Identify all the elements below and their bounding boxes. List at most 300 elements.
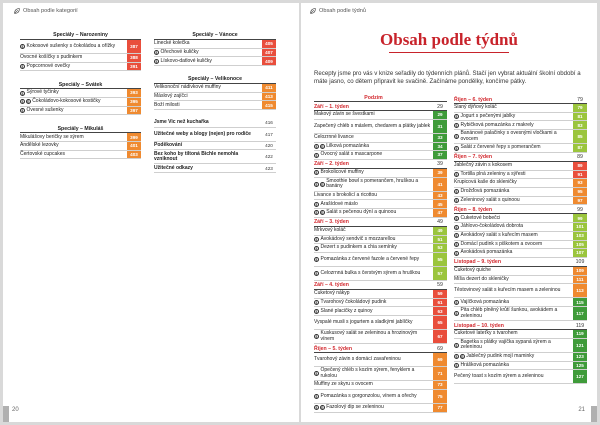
recipe-name <box>314 135 433 141</box>
recipe-row[interactable] <box>314 330 447 344</box>
recipe-title: Slaný dýňový koláč <box>454 104 497 111</box>
week-page: 79 <box>577 96 583 103</box>
recipe-icons <box>454 251 459 256</box>
week-column-1 <box>314 93 447 413</box>
recipe-page: 99 <box>573 214 587 222</box>
recipe-row[interactable] <box>454 362 587 371</box>
recipe-name <box>454 171 573 177</box>
budget-icon: $ <box>21 100 24 105</box>
category-column-1 <box>20 31 141 159</box>
recipe-name <box>314 201 433 207</box>
recipe-title: Smoothie bowl s pomerančem, hruškou a banány <box>326 177 419 190</box>
toc-row[interactable] <box>154 164 276 173</box>
recipe-row[interactable] <box>454 330 587 339</box>
recipe-icons <box>154 59 159 64</box>
recipe-icons <box>314 257 319 262</box>
recipe-page: 109 <box>573 267 587 275</box>
recipe-icons <box>154 50 159 55</box>
recipe-page: 81 <box>573 113 587 121</box>
budget-icon: $ <box>455 123 458 128</box>
recipe-page: 405 <box>262 40 276 48</box>
recipe-icons <box>454 114 459 119</box>
recipe-title: Tvarohový závin s domácí zavařeninou <box>314 355 401 362</box>
recipe-page: 411 <box>262 84 276 92</box>
recipe-title: Opečený chléb s kozím sýrem, fenyklem a rukolou <box>320 367 415 379</box>
recipe-row[interactable] <box>314 209 447 218</box>
recipe-icons <box>314 405 325 410</box>
recipe-name <box>454 276 573 282</box>
left-header-label: Obsah podle kategorií <box>23 8 78 14</box>
category-heading: Speciály – Narozeniny <box>20 31 141 40</box>
recipe-row[interactable] <box>454 223 587 232</box>
recipe-name <box>454 288 573 294</box>
recipe-title: Avokádová pomazánka <box>460 249 513 256</box>
recipe-page: 393 <box>127 89 141 97</box>
recipe-page: 55 <box>433 253 447 266</box>
recipe-row[interactable] <box>154 93 276 102</box>
recipe-row[interactable] <box>314 169 447 178</box>
recipe-icons <box>314 334 319 339</box>
recipe-page: 34 <box>433 143 447 151</box>
recipe-name <box>454 180 573 186</box>
week-heading <box>454 258 587 267</box>
week-heading <box>454 205 587 214</box>
recipe-page: 31 <box>433 120 447 133</box>
week-heading <box>314 218 447 227</box>
recipe-title: Kuskusový salát se zeleninou a hrozinovým vínem <box>320 330 418 342</box>
recipe-name <box>314 331 433 343</box>
week-heading <box>314 281 447 290</box>
recipe-page: 77 <box>433 404 447 412</box>
week-page: 59 <box>437 282 443 289</box>
toc-row[interactable] <box>154 119 276 128</box>
recipe-row[interactable] <box>20 40 141 54</box>
week-page: 99 <box>577 206 583 213</box>
recipe-icons <box>454 216 459 221</box>
recipe-name <box>454 215 573 221</box>
week-title: Říjen – 6. týden <box>454 96 493 103</box>
recipe-row[interactable] <box>314 111 447 120</box>
recipe-page: 115 <box>573 298 587 306</box>
recipe-title: Těstovinový salát s kuřecím masem a zeleninou <box>454 287 561 294</box>
recipe-icons <box>314 309 319 314</box>
recipe-name <box>454 339 573 351</box>
recipe-page: 97 <box>573 197 587 205</box>
recipe-icons <box>454 198 459 203</box>
recipe-page: 123 <box>573 353 587 361</box>
budget-icon: $ <box>455 115 458 120</box>
recipe-title: Celozrnné livance <box>314 134 354 141</box>
budget-icon: $ <box>455 199 458 204</box>
recipe-row[interactable] <box>20 133 141 142</box>
recipe-name <box>454 232 573 238</box>
recipe-title: Hrášková pomazánka <box>460 361 509 368</box>
recipe-icons <box>314 237 319 242</box>
recipe-row[interactable] <box>314 307 447 316</box>
recipe-title: Cuketové bobečci <box>460 214 501 221</box>
recipe-icons <box>314 153 319 158</box>
recipe-row[interactable] <box>314 267 447 281</box>
recipe-name <box>314 210 433 216</box>
recipe-title: Linecké kolečka <box>154 40 190 47</box>
recipe-title: Ovocný salát s mascarpone <box>320 151 383 158</box>
recipe-page: 59 <box>433 290 447 298</box>
recipe-row[interactable] <box>454 353 587 362</box>
recipe-name <box>314 170 433 176</box>
right-header-label: Obsah podle týdnů <box>319 8 366 14</box>
week-page: 89 <box>577 154 583 161</box>
recipe-name <box>314 228 433 234</box>
recipe-row[interactable] <box>454 179 587 188</box>
recipe-row[interactable] <box>454 104 587 113</box>
recipe-name <box>314 382 433 388</box>
recipe-page: 93 <box>573 179 587 187</box>
budget-icon: $ <box>315 394 318 399</box>
recipe-icons <box>454 225 459 230</box>
recipe-name <box>314 245 433 251</box>
recipe-row[interactable] <box>314 236 447 245</box>
recipe-page: 89 <box>573 162 587 170</box>
toc-page: 422 <box>265 154 273 160</box>
recipe-row[interactable] <box>314 134 447 143</box>
week-heading <box>454 153 587 162</box>
recipe-row[interactable] <box>314 299 447 308</box>
recipe-title: Livance s brokolicí a ricottou <box>314 191 378 198</box>
recipe-row[interactable] <box>314 120 447 134</box>
recipe-row[interactable] <box>154 57 276 66</box>
recipe-name <box>454 122 573 128</box>
recipe-row[interactable] <box>314 290 447 299</box>
recipe-title: Krupicová kaše do skleničky <box>454 179 517 186</box>
recipe-row[interactable] <box>454 267 587 276</box>
recipe-page: 39 <box>433 169 447 177</box>
recipe-page: 71 <box>433 367 447 380</box>
recipe-row[interactable] <box>454 276 587 285</box>
recipe-name <box>314 152 433 158</box>
recipe-row[interactable] <box>314 143 447 152</box>
recipe-name <box>314 291 433 297</box>
recipe-title: Banánové palačinky s ovesnými vločkami a ovocem <box>460 130 557 142</box>
week-column-2 <box>454 95 587 384</box>
gluten-free-icon: G <box>320 144 324 149</box>
left-page-number: 20 <box>12 407 19 413</box>
recipe-row[interactable] <box>314 353 447 367</box>
recipe-title: Čertovské cupcakes <box>20 150 66 157</box>
toc-row[interactable] <box>154 150 276 164</box>
recipe-page: 388 <box>127 54 141 62</box>
recipe-page: 65 <box>433 316 447 329</box>
recipe-name <box>20 90 127 96</box>
recipe-row[interactable] <box>154 49 276 58</box>
right-header <box>309 7 366 15</box>
recipe-row[interactable] <box>314 227 447 236</box>
recipe-row[interactable] <box>454 197 587 206</box>
recipe-row[interactable] <box>454 171 587 180</box>
recipe-title: Muffiny ze skyru s ovocem <box>314 381 373 388</box>
budget-icon: $ <box>455 355 458 360</box>
recipe-page: 41 <box>433 178 447 191</box>
recipe-icons <box>454 311 459 316</box>
recipe-page: 125 <box>573 362 587 370</box>
recipe-page: 87 <box>573 144 587 152</box>
recipe-row[interactable] <box>154 40 276 49</box>
recipe-row[interactable] <box>20 63 141 72</box>
recipe-name <box>314 270 433 276</box>
recipe-title: Tortilla plná zeleniny a sýřesti <box>460 170 526 177</box>
budget-icon: $ <box>315 335 318 340</box>
recipe-title: Sýrové tyčinky <box>26 89 59 96</box>
recipe-name <box>20 107 127 113</box>
budget-icon: $ <box>315 202 318 207</box>
recipe-name <box>20 43 127 49</box>
right-page <box>301 3 597 422</box>
recipe-page: 101 <box>573 223 587 231</box>
season-title: Podzim <box>364 94 383 101</box>
week-page: 69 <box>437 345 443 352</box>
recipe-title: Zapečený chléb s máslem, chedarem a plátky jablek <box>314 122 431 129</box>
recipe-title: Arašídové máslo <box>320 200 358 207</box>
recipe-title: Zeleninový salát s quinoou <box>460 196 520 203</box>
gluten-free-icon: G <box>320 406 324 411</box>
recipe-row[interactable] <box>154 101 276 110</box>
recipe-row[interactable] <box>314 178 447 192</box>
budget-icon: $ <box>455 312 458 317</box>
recipe-page: 403 <box>127 151 141 159</box>
week-title: Listopad – 9. týden <box>454 259 501 266</box>
intro-text: Recepty jsme pro vás v knize seřadily do týdenních plánů. Stačí jen vybrat aktuální školní období a máte jasno, co dětem připravit ke svačině. Začínáme pondělky, končíme pátky. <box>314 70 581 86</box>
leaf-icon <box>13 7 21 15</box>
recipe-title: Vyspalé musli s jogurtem a sladkými jablíčky <box>314 318 413 325</box>
recipe-page: 63 <box>433 307 447 315</box>
budget-icon: $ <box>455 251 458 256</box>
recipe-row[interactable] <box>454 121 587 130</box>
recipe-page: 37 <box>433 151 447 159</box>
recipe-page: 43 <box>433 192 447 200</box>
recipe-page: 45 <box>433 200 447 208</box>
toc-title: Jsme Vic než kuchařka <box>154 119 209 126</box>
recipe-page: 29 <box>433 111 447 119</box>
budget-icon: $ <box>315 271 318 276</box>
recipe-row[interactable] <box>454 162 587 171</box>
season-heading <box>314 93 447 102</box>
recipe-row[interactable] <box>454 241 587 250</box>
recipe-page: 73 <box>433 381 447 389</box>
page-corner-tab <box>3 406 9 422</box>
recipe-row[interactable] <box>454 370 587 384</box>
recipe-title: Pita chléb plněný krůtí šunkou, avokádem a zeleninou <box>460 307 558 319</box>
budget-icon: $ <box>455 225 458 230</box>
recipe-icons <box>454 233 459 238</box>
recipe-page: 69 <box>433 353 447 366</box>
budget-icon: $ <box>315 406 318 411</box>
recipe-icons <box>314 371 319 376</box>
recipe-title: Ovesné sušenky <box>26 106 64 113</box>
week-heading <box>314 344 447 353</box>
recipe-name <box>454 299 573 305</box>
recipe-page: 75 <box>433 390 447 403</box>
recipe-page: 117 <box>573 307 587 320</box>
recipe-row[interactable] <box>454 188 587 197</box>
week-page: 49 <box>437 219 443 226</box>
recipe-row[interactable] <box>454 113 587 122</box>
recipe-page: 113 <box>573 284 587 297</box>
recipe-title: Jablečný závin s kokosem <box>454 162 513 169</box>
recipe-page: 57 <box>433 267 447 280</box>
budget-icon: $ <box>315 246 318 251</box>
budget-icon: $ <box>315 301 318 306</box>
toc-title: Užitečné odkazy <box>154 164 193 171</box>
budget-icon: $ <box>455 242 458 247</box>
recipe-title: Lilková pomazánka <box>326 142 369 149</box>
week-page: 29 <box>437 103 443 110</box>
gluten-free-icon: G <box>460 355 464 360</box>
budget-icon: $ <box>155 51 158 56</box>
recipe-page: 409 <box>262 57 276 65</box>
budget-icon: $ <box>315 153 318 158</box>
toc-row[interactable] <box>154 142 276 151</box>
recipe-row[interactable] <box>454 144 587 153</box>
left-page <box>3 3 299 422</box>
recipe-page: 53 <box>433 244 447 252</box>
budget-icon: $ <box>315 171 318 176</box>
budget-icon: $ <box>455 363 458 368</box>
budget-icon: $ <box>315 211 318 216</box>
recipe-page: 95 <box>573 188 587 196</box>
recipe-page: 61 <box>433 299 447 307</box>
week-title: Listopad – 10. týden <box>454 322 504 329</box>
recipe-name <box>154 41 262 47</box>
toc-row[interactable] <box>154 128 276 142</box>
recipe-row[interactable] <box>314 390 447 404</box>
recipe-name <box>314 192 433 198</box>
recipe-row[interactable] <box>20 151 141 160</box>
recipe-row[interactable] <box>454 249 587 258</box>
week-heading <box>454 95 587 104</box>
recipe-title: Salát s pečenou dýní a quinoou <box>326 209 397 216</box>
category-column-2 <box>154 31 276 173</box>
category-heading: Speciály – Vánoce <box>154 31 276 40</box>
recipe-name <box>314 256 433 262</box>
page-title: Obsah podle týdnů <box>380 30 518 49</box>
recipe-page: 85 <box>573 130 587 143</box>
week-heading <box>314 160 447 169</box>
recipe-icons <box>454 343 459 348</box>
recipe-row[interactable] <box>20 89 141 98</box>
recipe-row[interactable] <box>314 192 447 201</box>
recipe-icons <box>454 300 459 305</box>
recipe-row[interactable] <box>454 214 587 223</box>
recipe-name <box>454 131 573 143</box>
recipe-row[interactable] <box>314 381 447 390</box>
budget-icon: $ <box>455 190 458 195</box>
recipe-page: 79 <box>573 104 587 112</box>
recipe-name <box>454 224 573 230</box>
recipe-icons <box>454 242 459 247</box>
week-title: Září – 3. týden <box>314 219 349 226</box>
recipe-row[interactable] <box>454 232 587 241</box>
season-page-spacer <box>433 95 447 101</box>
recipe-title: Jáhlovo-čokoládová dobrota <box>460 223 524 230</box>
recipe-page: 107 <box>573 249 587 257</box>
recipe-row[interactable] <box>314 253 447 267</box>
gluten-free-icon: G <box>26 100 30 105</box>
title-underline <box>389 52 509 53</box>
recipe-row[interactable] <box>454 298 587 307</box>
recipe-icons <box>314 144 325 149</box>
week-title: Září – 1. týden <box>314 103 349 110</box>
recipe-row[interactable] <box>314 367 447 381</box>
recipe-row[interactable] <box>454 307 587 321</box>
recipe-name <box>454 308 573 320</box>
recipe-icons <box>20 91 25 96</box>
recipe-title: Pomazánka s gorgonzolou, vínem a ořechy <box>320 392 417 399</box>
recipe-name <box>20 63 127 69</box>
recipe-row[interactable] <box>20 142 141 151</box>
recipe-name <box>20 143 127 149</box>
recipe-title: Domácí pudink s piškotem a ovocem <box>460 240 543 247</box>
recipe-title: Bagetka s plátky vajíčka sypaná sýrem a zeleninou <box>460 338 551 351</box>
recipe-name <box>454 113 573 119</box>
recipe-row[interactable] <box>314 316 447 330</box>
recipe-row[interactable] <box>20 107 141 116</box>
budget-icon: $ <box>21 44 24 49</box>
recipe-page: 67 <box>433 330 447 343</box>
recipe-title: Lískovo-datlové kuličky <box>160 57 212 64</box>
recipe-row[interactable] <box>314 151 447 160</box>
week-heading <box>454 321 587 330</box>
recipe-row[interactable] <box>20 54 141 63</box>
recipe-row[interactable] <box>454 130 587 144</box>
recipe-title: Cuketové lateťky s tvarohem <box>454 330 518 337</box>
recipe-title: Salát z červené řepy s pomerančem <box>460 144 541 151</box>
recipe-name <box>314 308 433 314</box>
recipe-page: 415 <box>262 101 276 109</box>
recipe-icons <box>454 146 459 151</box>
recipe-row[interactable] <box>314 404 447 413</box>
recipe-icons <box>314 246 319 251</box>
recipe-title: Kokosové sušenky s čokoládou a ořížky <box>26 42 116 49</box>
recipe-row[interactable] <box>314 244 447 253</box>
recipe-row[interactable] <box>154 84 276 93</box>
gluten-free-icon: G <box>320 211 324 216</box>
recipe-row[interactable] <box>454 284 587 298</box>
recipe-page: 49 <box>433 227 447 235</box>
recipe-page: 47 <box>433 209 447 217</box>
recipe-title: Slané placičky z quinoy <box>320 307 373 314</box>
recipe-title: Mrkvový koláč <box>314 227 346 234</box>
recipe-page: 407 <box>262 49 276 57</box>
recipe-name <box>154 85 262 91</box>
recipe-row[interactable] <box>454 339 587 353</box>
toc-title: Bez koho by tiltoná Bichle nemohla vzniknout <box>154 150 239 162</box>
recipe-name <box>154 49 262 55</box>
recipe-title: Popcornové ovečky <box>26 62 71 69</box>
recipe-title: Ořechové kuličky <box>160 48 199 55</box>
right-page-number: 21 <box>578 407 585 413</box>
recipe-page: 395 <box>127 98 141 106</box>
recipe-title: Brokolicové muffiny <box>320 169 364 176</box>
toc-title: Poděkování <box>154 141 183 148</box>
recipe-title: Velikonoční nádivkové muffiny <box>154 84 221 91</box>
recipe-row[interactable] <box>314 200 447 209</box>
recipe-row[interactable] <box>20 98 141 107</box>
week-heading <box>314 102 447 111</box>
recipe-name <box>314 356 433 362</box>
week-title: Říjen – 7. týden <box>454 154 493 161</box>
recipe-icons <box>20 108 25 113</box>
recipe-page: 399 <box>127 133 141 141</box>
recipe-icons <box>20 64 25 69</box>
